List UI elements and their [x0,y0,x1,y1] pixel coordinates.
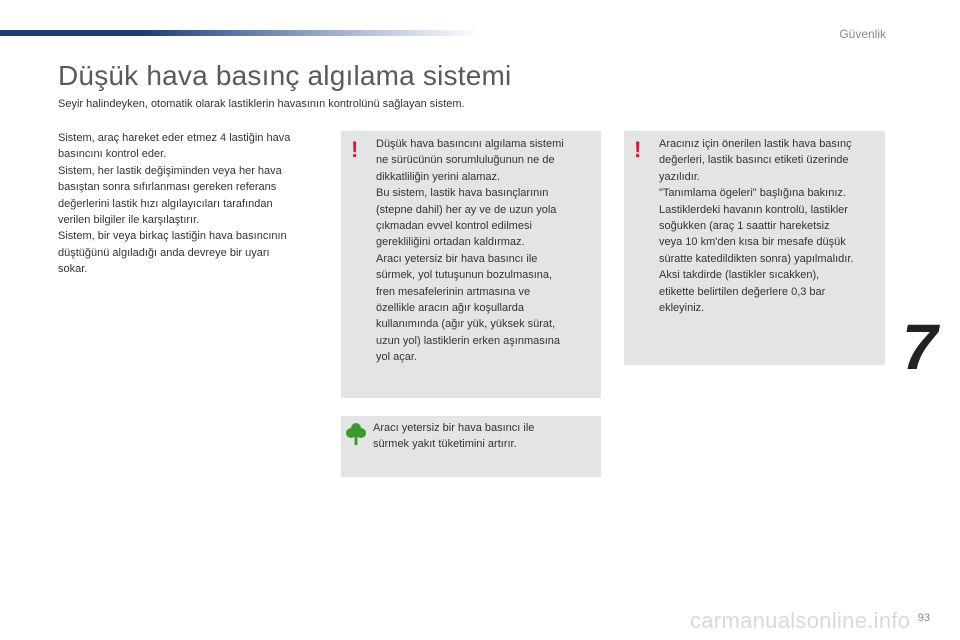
eco-tip-box [341,416,601,477]
chapter-number: 7 [902,311,938,383]
text-line: sürmek, yol tutuşunun bozulmasına, [376,269,553,282]
warning-text [659,136,881,316]
text-line: ne sürücünün sorumluluğunun ne de [376,154,555,167]
text-line: gerekliliğini ortadan kaldırmaz. [376,236,525,249]
text-line: Aracı yetersiz bir hava basıncı ile [373,422,535,434]
text-line: ekleyiniz. [659,302,705,315]
section-title: Güvenlik [839,27,886,41]
text-line: Aracınız için önerilen lastik hava basınç [659,138,852,150]
text-line: soğukken (araç 1 saattir hareketsiz [659,220,830,233]
exclamation-icon: ! [351,137,359,162]
page-subtitle: Seyir halindeyken, otomatik olarak lastiklerin havasının kontrolünü sağlayan sistem. [58,98,465,110]
warning-box-recommended-pressure [624,131,885,365]
text-line: (stepne dahil) her ay ve de uzun yola [376,203,557,216]
text-line: Bu sistem, lastik hava basınçlarının [376,187,549,200]
page-title: Düşük hava basınç algılama sistemi [58,60,512,91]
text-line: değerlerini lastik hızı algılayıcıları tarafından [58,197,273,210]
text-line: süratte katedildikten sonra) yapılmalıdır. [659,252,854,265]
intro-paragraph [58,130,320,278]
text-line: çıkmadan evvel kontrol edilmesi [376,220,532,233]
text-line: Sistem, araç hareket eder etmez 4 lastiğin hava [58,132,291,144]
text-line: basıncını kontrol eder. [58,148,167,161]
text-line: yazılıdır. [659,170,700,183]
text-line: dikkatliliğin yerini alamaz. [376,170,501,183]
text-line: Düşük hava basıncını algılama sistemi [376,138,564,150]
text-line: sokar. [58,263,88,276]
text-line: sürmek yakıt tüketimini artırır. [373,438,517,451]
text-line: etikette belirtilen değerlere 0,3 bar [659,285,826,298]
header-accent-bar [0,30,480,36]
text-line: kullanımında (ağır yük, yüksek sürat, [376,318,556,331]
text-line: veya 10 km'den kısa bir mesafe düşük [659,236,846,249]
text-line: Aracı yetersiz bir hava basıncı ile [376,252,538,265]
exclamation-icon: ! [634,137,642,162]
text-line: Sistem, her lastik değişiminden veya her hava [58,164,282,177]
text-line: "Tanımlama ögeleri" başlığına bakınız. [659,187,846,200]
text-line: verilen bilgiler ile karşılaştırır. [58,214,200,227]
text-line: basıştan sonra sıfırlanması gereken referans [58,181,277,194]
eco-tip-text [373,420,593,453]
text-line: değerleri, lastik basıncı etiketi üzerinde [659,154,849,167]
text-line: yol açar. [376,351,417,364]
text-line: Sistem, bir veya birkaç lastiğin hava basıncının [58,230,287,243]
text-line: özellikle aracın ağır koşullarda [376,302,524,315]
text-line: düştüğünü algıladığı anda devreye bir uyarı [58,246,270,259]
text-line: Aksi takdirde (lastikler sıcakken), [659,269,820,282]
page-number: 93 [917,612,930,624]
tree-icon [346,422,366,446]
text-line: uzun yol) lastiklerin erken aşınmasına [376,334,561,347]
text-line: Lastiklerdeki havanın kontrolü, lastikler [659,203,848,216]
watermark-text: carmanualsonline.info [690,608,911,633]
warning-text [376,136,594,366]
text-line: fren mesafelerinin artmasına ve [376,285,531,298]
warning-box-driver-responsibility [341,131,601,398]
